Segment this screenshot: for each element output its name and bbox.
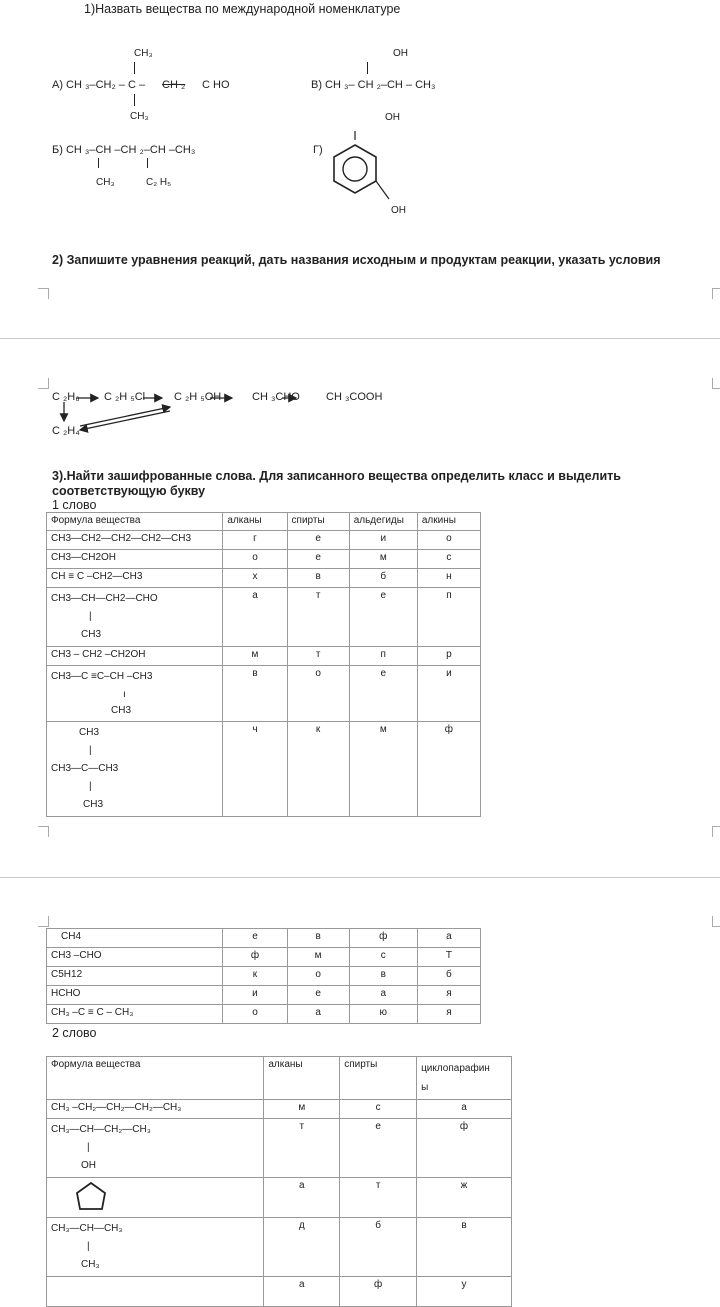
table-row	[47, 986, 481, 1005]
letter-cell[interactable]: м	[349, 550, 417, 569]
formula-line: OH	[81, 1160, 96, 1171]
page-corner-mark	[712, 378, 720, 389]
page-corner-mark	[712, 916, 720, 927]
letter-cell[interactable]: о	[417, 531, 480, 550]
letter-cell[interactable]: а	[417, 929, 480, 948]
letter-cell[interactable]: и	[417, 666, 480, 722]
bond-line	[134, 62, 135, 74]
v-bottom-group: OH	[385, 112, 400, 123]
formula-a-ch2: CH ₂	[162, 79, 186, 91]
formula-cell: CH3—CH2OH	[47, 550, 223, 569]
letter-cell[interactable]: м	[264, 1100, 340, 1119]
page-corner-mark	[38, 288, 49, 299]
v-top-group: OH	[393, 48, 408, 59]
letter-cell[interactable]: с	[340, 1100, 417, 1119]
table-row	[47, 1277, 512, 1307]
formula-cell	[47, 666, 223, 722]
letter-cell[interactable]: д	[264, 1218, 340, 1277]
formula-bond: |	[89, 611, 92, 622]
letter-cell[interactable]: ф	[417, 1119, 512, 1178]
formula-cell: CH3 – CH2 –CH2OH	[47, 647, 223, 666]
letter-cell[interactable]: в	[417, 1218, 512, 1277]
a-bottom-group: CH₃	[130, 111, 149, 122]
letter-cell[interactable]: а	[223, 588, 287, 647]
letter-cell[interactable]: п	[349, 647, 417, 666]
table-row	[47, 929, 481, 948]
letter-cell[interactable]: х	[223, 569, 287, 588]
formula-bond: |	[89, 781, 92, 792]
letter-cell[interactable]: п	[417, 588, 480, 647]
task3-heading-line2: соответствующую букву	[52, 484, 206, 498]
formula-cell	[47, 1119, 264, 1178]
table-word2	[46, 1056, 512, 1307]
bond-line	[134, 94, 135, 106]
chain-ch3cho: CH ₃CHO	[252, 391, 300, 403]
header-line: ы	[421, 1082, 429, 1093]
letter-cell[interactable]: в	[349, 967, 417, 986]
letter-cell[interactable]: и	[349, 531, 417, 550]
table-row	[47, 550, 481, 569]
letter-cell[interactable]: ф	[417, 722, 480, 817]
formula-cell	[47, 588, 223, 647]
letter-cell[interactable]: т	[287, 588, 349, 647]
formula-line: CH3	[111, 705, 132, 716]
table-row	[47, 569, 481, 588]
g-oh-group: OH	[391, 205, 406, 216]
letter-cell[interactable]: е	[287, 550, 349, 569]
formula-cell: CH4	[47, 929, 223, 948]
letter-cell[interactable]: м	[223, 647, 287, 666]
bond-line	[147, 158, 148, 168]
letter-cell[interactable]: а	[287, 1005, 349, 1024]
chain-c2h5oh: C ₂H ₅OH	[174, 391, 222, 403]
formula-cell: C5H12	[47, 967, 223, 986]
table-row	[47, 1178, 512, 1218]
formula-bond: |	[89, 745, 92, 756]
formula-line: CH₃	[81, 1259, 100, 1270]
chain-c2h4: C ₂H₄	[52, 425, 80, 437]
letter-cell[interactable]: о	[287, 666, 349, 722]
b-sub2: C₂ H₅	[146, 177, 172, 188]
formula-a-main: А) CH ₃–CH₂ – C –	[52, 79, 146, 91]
table-row	[47, 647, 481, 666]
letter-cell[interactable]: к	[223, 967, 287, 986]
bond-line	[367, 62, 368, 74]
table-word1	[46, 512, 481, 817]
formula-cell: CH3 –CHO	[47, 948, 223, 967]
formula-cell	[47, 1218, 264, 1277]
letter-cell[interactable]: о	[223, 550, 287, 569]
formula-g-label: Г)	[313, 144, 323, 156]
letter-cell[interactable]: к	[287, 722, 349, 817]
formula-a-cho: C HO	[202, 79, 230, 91]
formula-line: CH₃—CH—CH₂—CH₃	[51, 1124, 151, 1135]
letter-cell[interactable]: ф	[349, 929, 417, 948]
formula-line: CH3—C ≡C–CH –CH3	[51, 671, 153, 682]
formula-cell: CH₃ –CH₂—CH₂—CH₂—CH₃	[47, 1100, 264, 1119]
table-header: алканы	[264, 1057, 340, 1100]
letter-cell[interactable]: б	[349, 569, 417, 588]
letter-cell[interactable]: и	[223, 986, 287, 1005]
task3-heading-line1: 3).Найти зашифрованные слова. Для записанного вещества определить класс и выделить	[52, 469, 621, 483]
table-word1-continued	[46, 928, 481, 1024]
table-header: алканы	[223, 513, 287, 531]
letter-cell[interactable]: в	[287, 569, 349, 588]
letter-cell[interactable]: г	[223, 531, 287, 550]
letter-cell[interactable]: б	[417, 967, 480, 986]
chain-ch3cooh: CH ₃COOH	[326, 391, 383, 403]
formula-line: CH3—CH—CH2—CHO	[51, 593, 158, 604]
letter-cell[interactable]: н	[417, 569, 480, 588]
letter-cell[interactable]: е	[287, 986, 349, 1005]
letter-cell[interactable]: т	[287, 647, 349, 666]
letter-cell[interactable]: с	[349, 948, 417, 967]
letter-cell[interactable]: р	[417, 647, 480, 666]
letter-cell[interactable]: о	[287, 967, 349, 986]
formula-line: CH3	[83, 799, 104, 810]
letter-cell[interactable]: е	[340, 1119, 417, 1178]
table-header: Формула вещества	[47, 1057, 264, 1100]
table-row	[47, 722, 481, 817]
page-corner-mark	[38, 826, 49, 837]
letter-cell[interactable]: ф	[223, 948, 287, 967]
page-corner-mark	[712, 288, 720, 299]
task1-heading: 1)Назвать вещества по международной номенклатуре	[84, 2, 401, 16]
formula-cell: HCHO	[47, 986, 223, 1005]
header-line: циклопарафин	[421, 1063, 490, 1074]
table-row	[47, 967, 481, 986]
letter-cell[interactable]: а	[264, 1178, 340, 1218]
letter-cell[interactable]: а	[264, 1277, 340, 1307]
letter-cell[interactable]: м	[349, 722, 417, 817]
table-header: Формула вещества	[47, 513, 223, 531]
formula-v-main: В) CH ₃– CH ₂–CH – CH₃	[311, 79, 436, 91]
table-row	[47, 1218, 512, 1277]
table-row	[47, 1005, 481, 1024]
letter-cell[interactable]: м	[287, 948, 349, 967]
chain-c2h5cl: C ₂H ₅Cl	[104, 391, 146, 403]
benzene-ring-icon	[325, 128, 395, 203]
letter-cell[interactable]: с	[417, 550, 480, 569]
page-separator	[0, 338, 720, 339]
letter-cell[interactable]: е	[287, 531, 349, 550]
page-corner-mark	[38, 378, 49, 389]
table-row	[47, 1119, 512, 1178]
letter-cell[interactable]: т	[340, 1178, 417, 1218]
table-row	[47, 588, 481, 647]
task2-heading: 2) Запишите уравнения реакций, дать названия исходным и продуктам реакции, указать условия	[52, 253, 661, 267]
formula-cell: CH₃ –C ≡ C – CH₃	[47, 1005, 223, 1024]
formula-line: CH3	[79, 727, 100, 738]
table-row	[47, 948, 481, 967]
table-header: альдегиды	[349, 513, 417, 531]
letter-cell[interactable]: я	[417, 986, 480, 1005]
cyclopentane-icon	[75, 1180, 111, 1212]
table-row	[47, 1100, 512, 1119]
reaction-arrows-icon	[50, 388, 300, 440]
letter-cell[interactable]: Т	[417, 948, 480, 967]
table-row	[47, 531, 481, 550]
word2-label: 2 слово	[52, 1026, 97, 1040]
page-separator	[0, 877, 720, 878]
chain-c2h6: C ₂H₆	[52, 391, 80, 403]
formula-cell	[47, 1178, 264, 1218]
letter-cell[interactable]: у	[417, 1277, 512, 1307]
letter-cell[interactable]: е	[349, 666, 417, 722]
letter-cell[interactable]: е	[223, 929, 287, 948]
letter-cell[interactable]: е	[349, 588, 417, 647]
formula-cell: CH3—CH2—CH2—CH2—CH3	[47, 531, 223, 550]
letter-cell[interactable]: ф	[340, 1277, 417, 1307]
a-top-group: CH₃	[134, 48, 153, 59]
letter-cell[interactable]: в	[287, 929, 349, 948]
formula-line: CH₃—CH—CH₃	[51, 1223, 123, 1234]
table-row	[47, 666, 481, 722]
letter-cell[interactable]: а	[349, 986, 417, 1005]
b-sub1: CH₃	[96, 177, 115, 188]
table-header: спирты	[287, 513, 349, 531]
formula-cell	[47, 722, 223, 817]
bond-line	[98, 158, 99, 168]
formula-b-main: Б) CH ₃–CH –CH ₂–CH –CH₃	[52, 144, 196, 156]
table-header: спирты	[340, 1057, 417, 1100]
formula-cell	[47, 1277, 264, 1307]
formula-bond: |	[87, 1142, 90, 1153]
page-corner-mark	[712, 826, 720, 837]
word1-label: 1 слово	[52, 498, 97, 512]
letter-cell[interactable]: ж	[417, 1178, 512, 1218]
table-header	[417, 1057, 512, 1100]
letter-cell[interactable]: о	[223, 1005, 287, 1024]
formula-bond: |	[87, 1241, 90, 1252]
letter-cell[interactable]: я	[417, 1005, 480, 1024]
formula-line: CH3	[81, 629, 102, 640]
table-header: алкины	[417, 513, 480, 531]
letter-cell[interactable]: б	[340, 1218, 417, 1277]
formula-cell: CH ≡ C –CH2—CH3	[47, 569, 223, 588]
letter-cell[interactable]: т	[264, 1119, 340, 1178]
page-corner-mark	[38, 916, 49, 927]
formula-bond: ı	[123, 689, 126, 700]
letter-cell[interactable]: в	[223, 666, 287, 722]
formula-line: CH3—C—CH3	[51, 763, 119, 774]
letter-cell[interactable]: ю	[349, 1005, 417, 1024]
letter-cell[interactable]: а	[417, 1100, 512, 1119]
letter-cell[interactable]: ч	[223, 722, 287, 817]
